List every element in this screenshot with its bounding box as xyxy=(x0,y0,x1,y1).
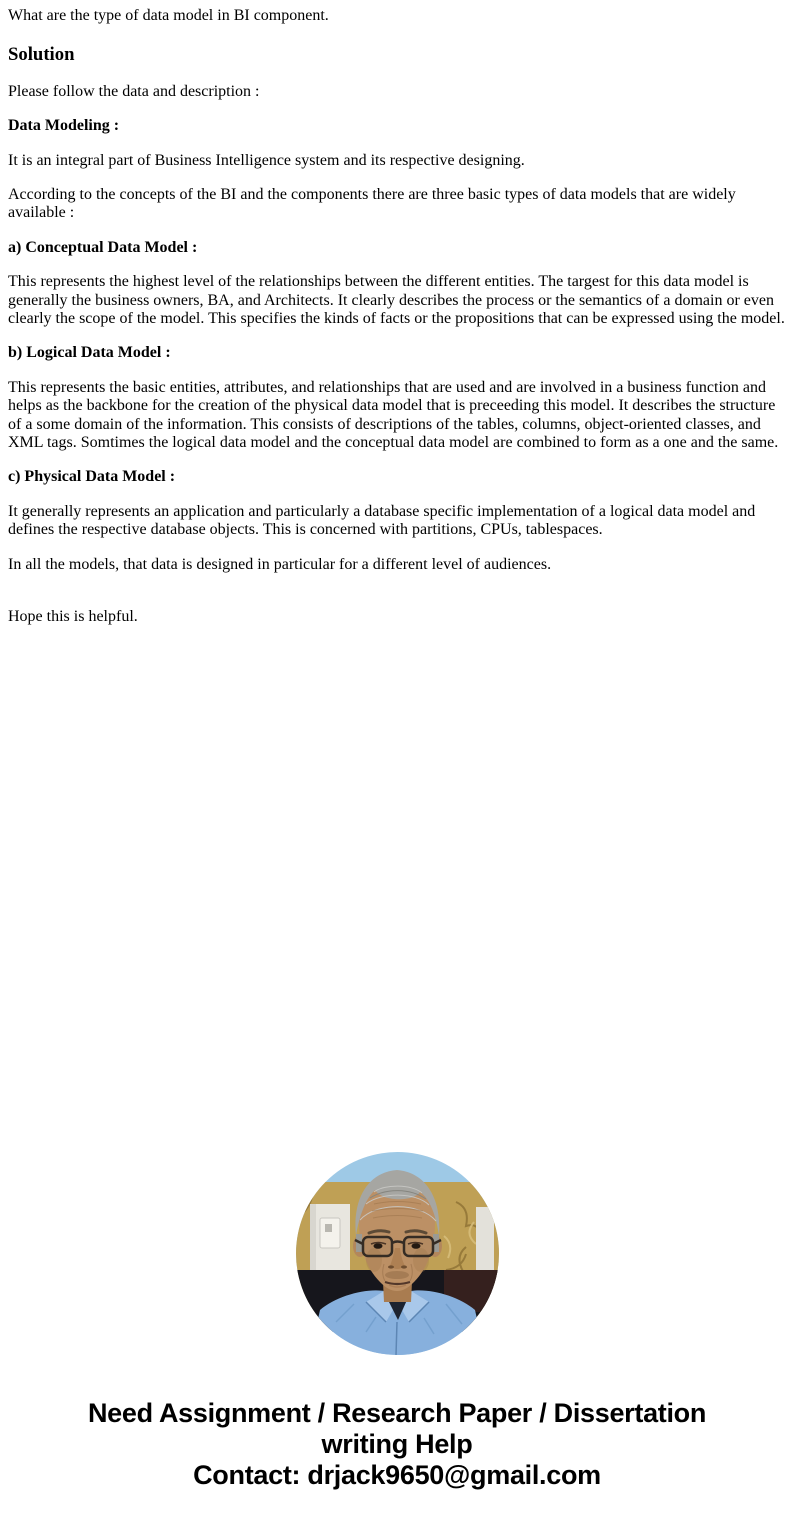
logical-model-paragraph: This represents the basic entities, attributes, and relationships that are used and are involved in a business function and helps as the backbone for the creation of the physical data model that is preceeding this model. It describes the structure of a some domain of the information. This consists of descriptions of the tables, columns, object-oriented classes, and XML tags. Somtimes the logical data model and the conceptual data model are combined to form as a one and the same. xyxy=(8,378,779,451)
footer-contact-email: Contact: drjack9650@gmail.com xyxy=(193,1460,601,1491)
data-modeling-heading: Data Modeling : xyxy=(8,117,120,135)
data-modeling-paragraph-2: According to the concepts of the BI and the components there are three basic types of data models that are widely available : xyxy=(8,186,736,222)
audiences-note: In all the models, that data is designed in particular for a different level of audiences. xyxy=(8,555,552,573)
closing-text: Hope this is helpful. xyxy=(8,607,138,625)
footer-banner xyxy=(17,1398,777,1491)
intro-text: Please follow the data and description : xyxy=(8,82,260,100)
avatar xyxy=(296,1152,499,1355)
conceptual-model-heading: a) Conceptual Data Model : xyxy=(8,238,198,256)
physical-model-paragraph: It generally represents an application and particularly a database specific implementation of a logical data model and defines the respective database objects. This is concerned with partitions, CPUs, tablespaces. xyxy=(8,502,756,539)
tutor-portrait-image xyxy=(296,1152,499,1355)
conceptual-model-paragraph: This represents the highest level of the relationships between the different entities. The targest for this data model is generally the business owners, BA, and Architects. It clearly describes the process or the semantics of a domain or even clearly the scope of the model. This specifies the kinds of facts or the propositions that can be expressed using the model. xyxy=(8,273,785,328)
solution-heading: Solution xyxy=(8,44,75,66)
physical-model-heading: c) Physical Data Model : xyxy=(8,468,176,486)
question-text: What are the type of data model in BI component. xyxy=(8,7,329,24)
logical-model-heading: b) Logical Data Model : xyxy=(8,344,171,362)
footer-line-2: writing Help xyxy=(321,1429,473,1460)
data-modeling-paragraph-1: It is an integral part of Business Intelligence system and its respective designing. xyxy=(8,151,525,169)
footer-line-1: Need Assignment / Research Paper / Dissertation xyxy=(87,1398,707,1429)
